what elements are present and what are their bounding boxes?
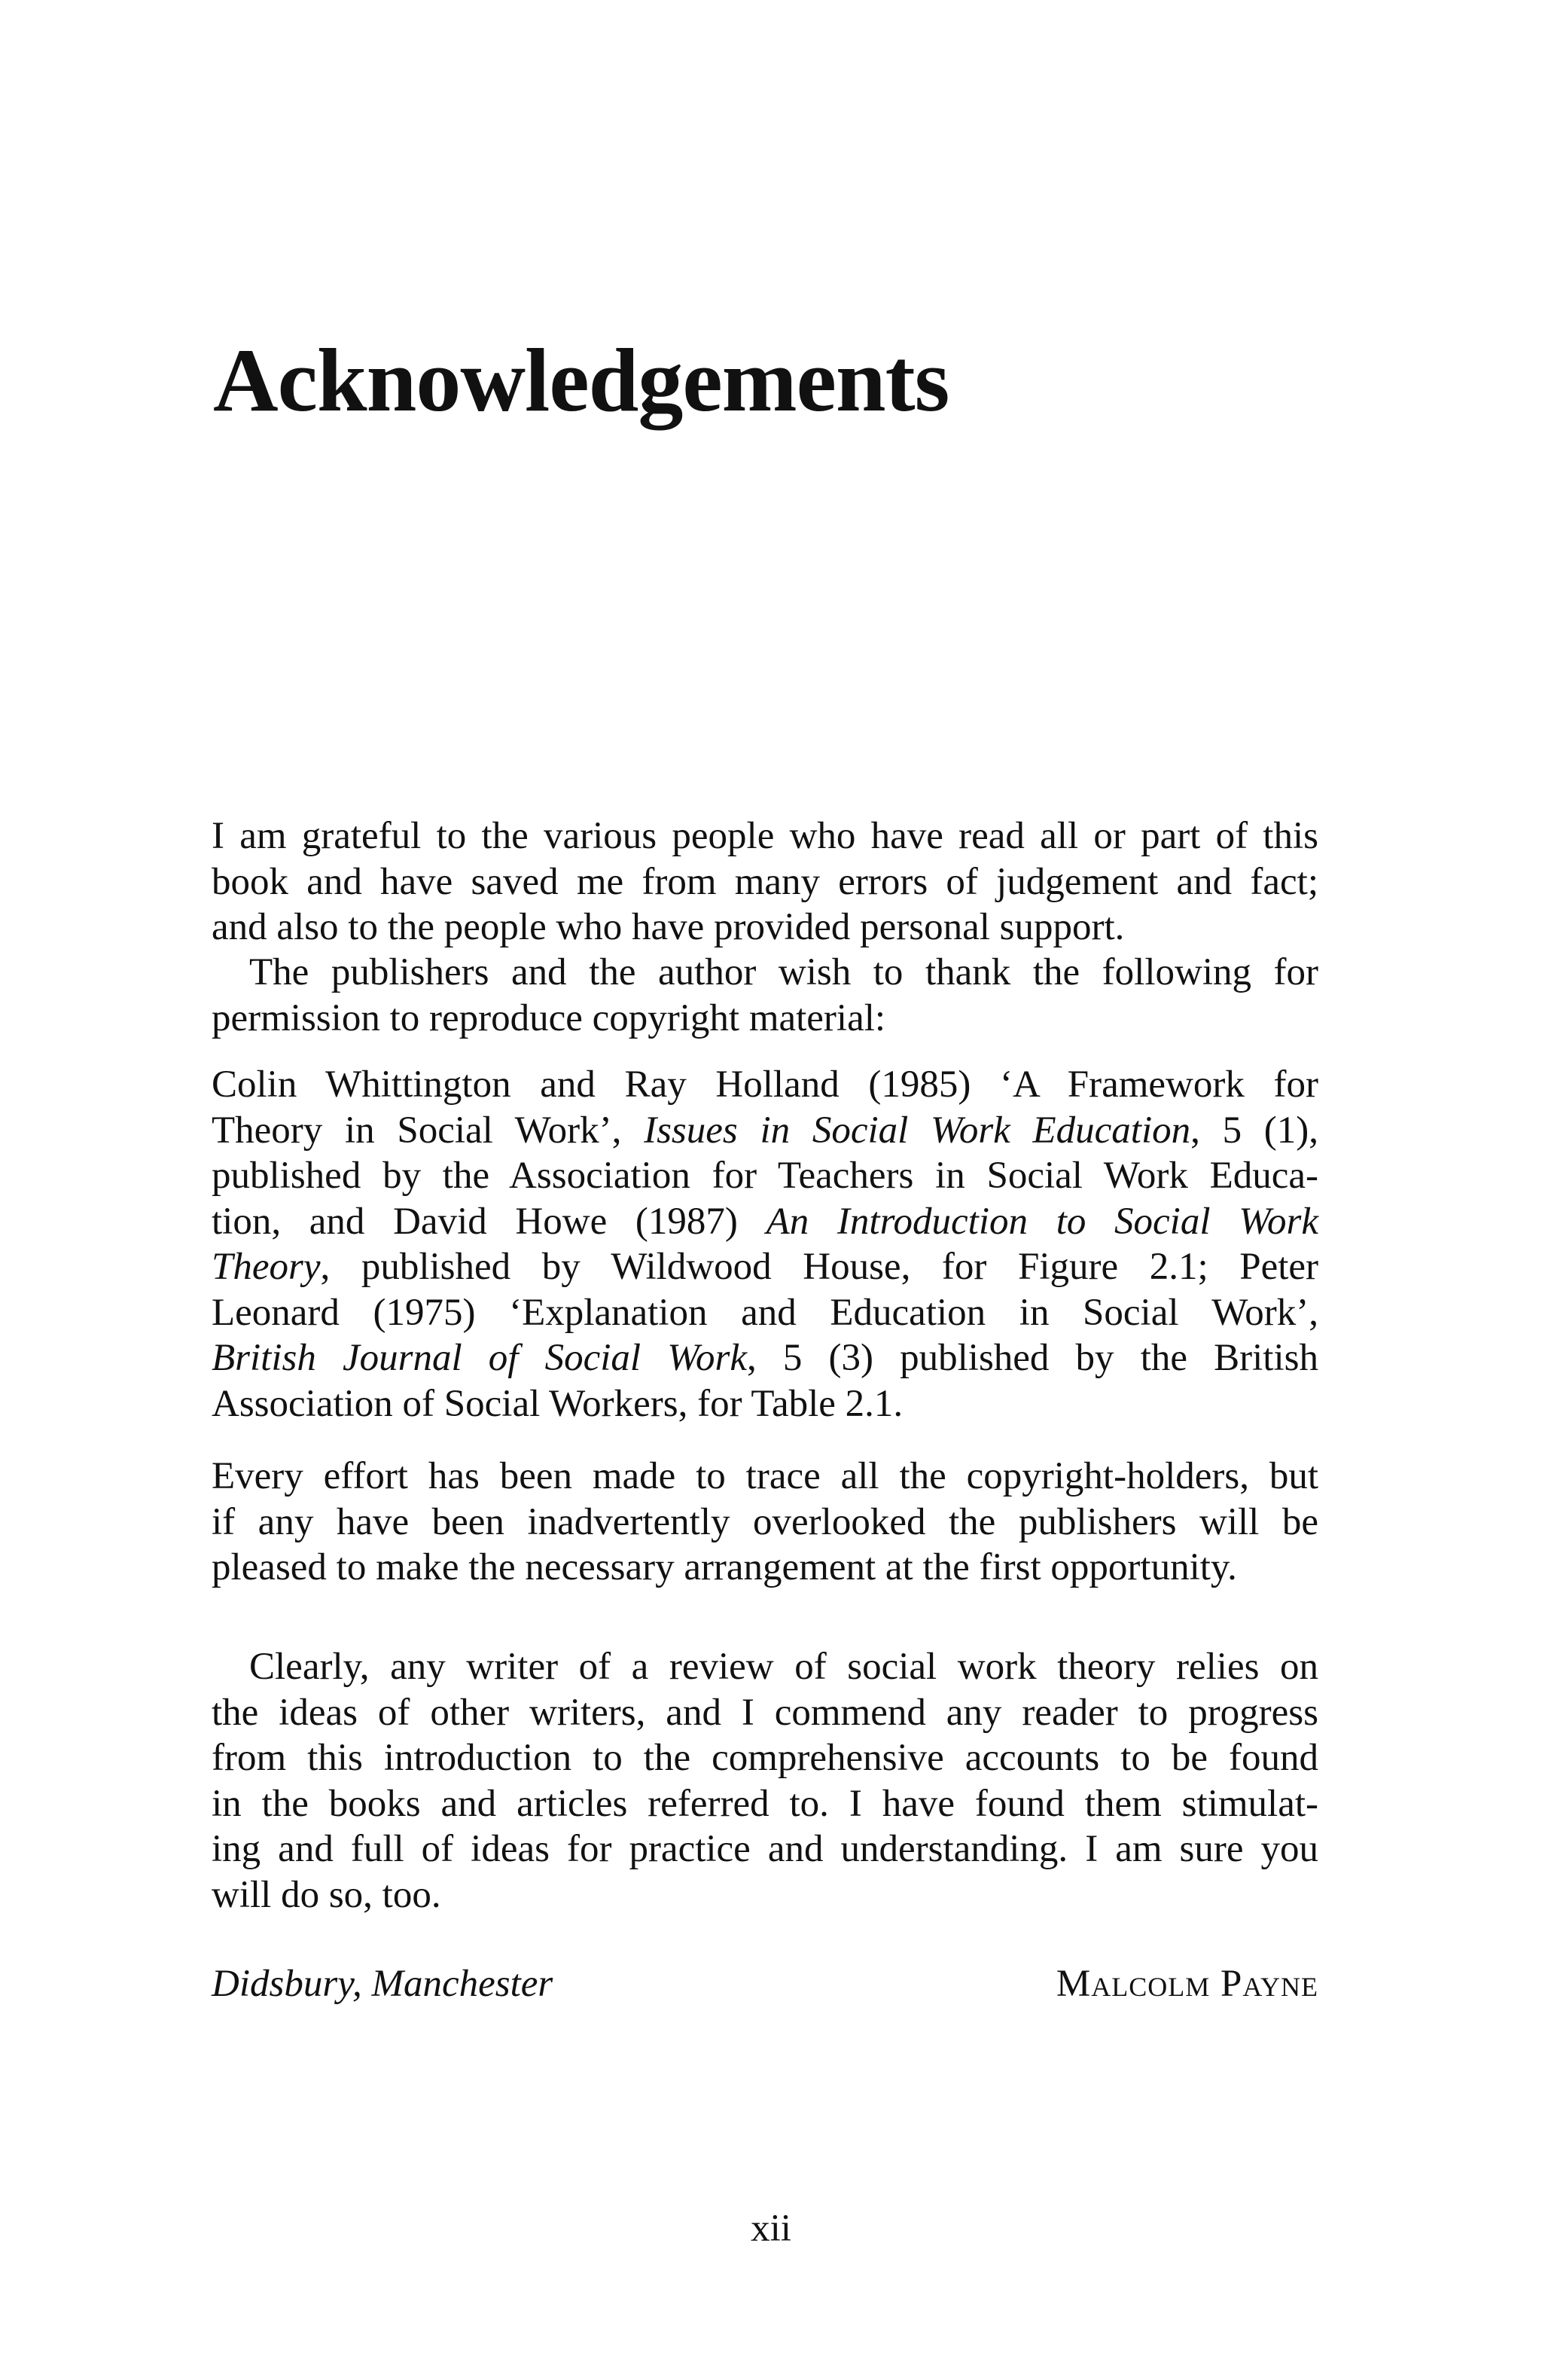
text-line <box>212 1244 1318 1290</box>
page-title: Acknowledgements <box>213 330 949 430</box>
text-line: the ideas of other writers, and I commend any reader to progress <box>212 1691 1318 1734</box>
text-line: permission to reproduce copyright material: <box>212 996 886 1039</box>
text-line: Every effort has been made to trace all the copyright-holders, but <box>212 1455 1318 1497</box>
paragraph-permissions-intro <box>212 950 1318 1041</box>
journal-title: British Journal of Social Work <box>212 1337 747 1379</box>
text-fragment: , 5 (1), <box>1190 1109 1319 1152</box>
text-line: published by the Association for Teachers in Social Work Educa- <box>212 1155 1318 1197</box>
author-name: Malcolm Payne <box>1056 1963 1318 2005</box>
text-line <box>212 1335 1318 1381</box>
text-line: Association of Social Workers, for Table 2.1. <box>212 1382 904 1425</box>
signoff-place: Didsbury, Manchester <box>212 1963 553 2005</box>
paragraph-copyright-effort <box>212 1454 1318 1591</box>
text-line: pleased to make the necessary arrangement at the first opportunity. <box>212 1546 1237 1588</box>
text-line: will do so, too. <box>212 1873 441 1916</box>
text-line: The publishers and the author wish to thank the following for <box>249 951 1318 993</box>
text-line: Clearly, any writer of a review of social work theory relies on <box>249 1646 1318 1688</box>
paragraph-copyright-credits <box>212 1062 1318 1426</box>
text-line: I am grateful to the various people who have read all or part of this <box>212 815 1318 857</box>
text-line: and also to the people who have provided personal support. <box>212 906 1125 948</box>
journal-title: Issues in Social Work Education <box>644 1109 1191 1152</box>
text-line <box>212 1108 1318 1154</box>
paragraph-gratitude <box>212 813 1318 950</box>
text-line: if any have been inadvertently overlooked the publishers will be <box>212 1500 1318 1543</box>
text-fragment: , 5 (3) published by the British <box>746 1337 1318 1379</box>
text-fragment: , published by Wildwood House, for Figure 2.1; Peter <box>320 1246 1318 1288</box>
text-line: Colin Whittington and Ray Holland (1985) ‘A Framework for <box>212 1063 1318 1106</box>
text-line: in the books and articles referred to. I have found them stimulat- <box>212 1782 1318 1825</box>
text-line: ing and full of ideas for practice and understanding. I am sure you <box>212 1828 1318 1870</box>
text-line: book and have saved me from many errors of judgement and fact; <box>212 860 1318 903</box>
text-line <box>212 1199 1318 1245</box>
book-title: Theory <box>212 1246 321 1288</box>
text-line: Leonard (1975) ‘Explanation and Education in Social Work’, <box>212 1291 1318 1334</box>
book-title: An Introduction to Social Work <box>766 1200 1318 1243</box>
text-fragment: tion, and David Howe (1987) <box>212 1200 766 1243</box>
text-line: from this introduction to the comprehensive accounts to be found <box>212 1737 1318 1779</box>
text-fragment: Theory in Social Work’, <box>212 1109 645 1152</box>
paragraph-closing <box>212 1644 1318 1918</box>
page-number: xii <box>751 2208 791 2250</box>
